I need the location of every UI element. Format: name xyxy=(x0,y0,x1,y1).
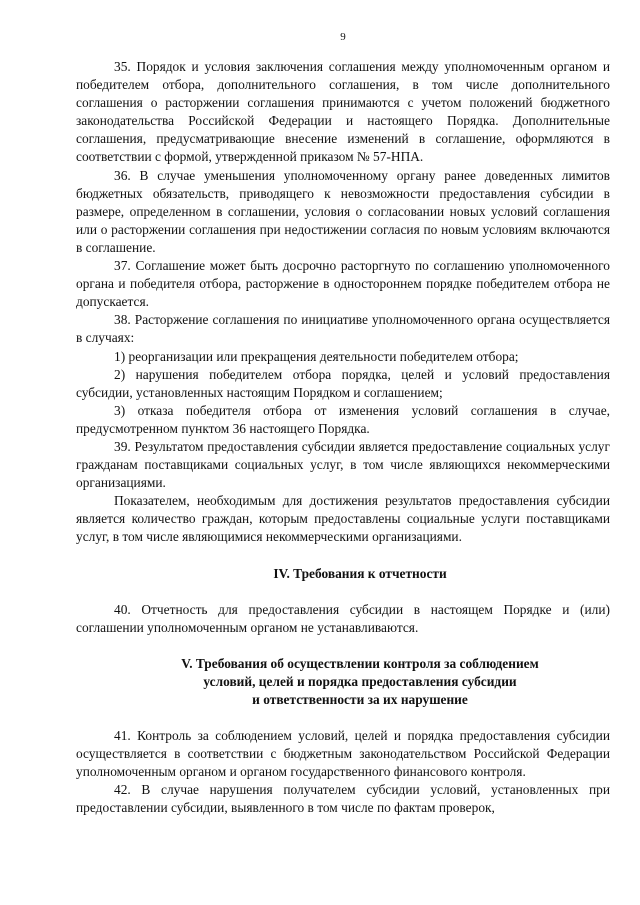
list-item-1: 1) реорганизации или прекращения деятельности победителем отбора; xyxy=(114,348,519,364)
spacer xyxy=(76,547,610,565)
paragraph-42: 42. В случае нарушения получателем субсидии условий, установленных при предоставлении субсидии, выявленного в том числе по фактам проверок, xyxy=(76,782,610,816)
section-4-title: IV. Требования к отчетности xyxy=(273,565,447,581)
page-number: 9 xyxy=(340,31,346,43)
spacer xyxy=(76,709,610,727)
spacer xyxy=(76,583,610,601)
paragraph-38: 38. Расторжение соглашения по инициативе уполномоченного органа осуществляется в случаях: xyxy=(76,312,610,346)
paragraph-35: 35. Порядок и условия заключения соглашения между уполномоченным органом и победителем отбора, дополнительного соглашения, в том числе дополнительного соглашения о расторжении соглашения принимаются с учетом положений бюджетного законодательства Российской Федерации и настоящего Порядка. Дополнительные соглашения, предусматривающие внесение изменений в соглашение, оформляются в соответствии с формой, утвержденной приказом № 57-НПА. xyxy=(76,59,610,165)
list-item-2: 2) нарушения победителем отбора порядка, целей и условий предоставления субсидии, установленных настоящим Порядком и соглашением; xyxy=(76,366,610,400)
section-5-title-line: V. Требования об осуществлении контроля за соблюдением xyxy=(181,655,539,671)
spacer xyxy=(76,637,610,655)
section-5-title xyxy=(76,655,610,709)
paragraph-40: 40. Отчетность для предоставления субсидии в настоящем Порядке и (или) соглашении уполномоченным органом не устанавливаются. xyxy=(76,601,610,635)
paragraph-41: 41. Контроль за соблюдением условий, целей и порядка предоставления субсидии осуществляется в соответствии с бюджетным законодательством Российской Федерации уполномоченным органом и органом государственного финансового контроля. xyxy=(76,728,610,780)
section-5-title-line: условий, целей и порядка предоставления субсидии xyxy=(203,673,517,689)
paragraph-37: 37. Соглашение может быть досрочно расторгнуто по соглашению уполномоченного органа и победителя отбора, расторжение в одностороннем порядке победителем отбора не допускается. xyxy=(76,258,610,310)
paragraph-indicator: Показателем, необходимым для достижения результатов предоставления субсидии является количество граждан, которым предоставлены социальные услуги поставщиками услуг, в том числе являющимися некоммерческими организациями. xyxy=(76,493,610,545)
section-5-title-line: и ответственности за их нарушение xyxy=(252,692,468,707)
paragraph-39: 39. Результатом предоставления субсидии является предоставление социальных услуг гражданам поставщиками социальных услуг, в том числе являющихся некоммерческими организациями. xyxy=(76,438,610,491)
document-page xyxy=(76,30,610,818)
paragraph-36: 36. В случае уменьшения уполномоченному органу ранее доведенных лимитов бюджетных обязательств, приводящего к невозможности предоставления субсидии в размере, определенном в соглашении, условия о согласовании новых условий соглашения или о расторжении соглашения при недостижении согласия по новым условиям включаются в соглашение. xyxy=(76,167,610,255)
list-item-3: 3) отказа победителя отбора от изменения условий соглашения в случае, предусмотренном пунктом 36 настоящего Порядка. xyxy=(76,402,610,436)
